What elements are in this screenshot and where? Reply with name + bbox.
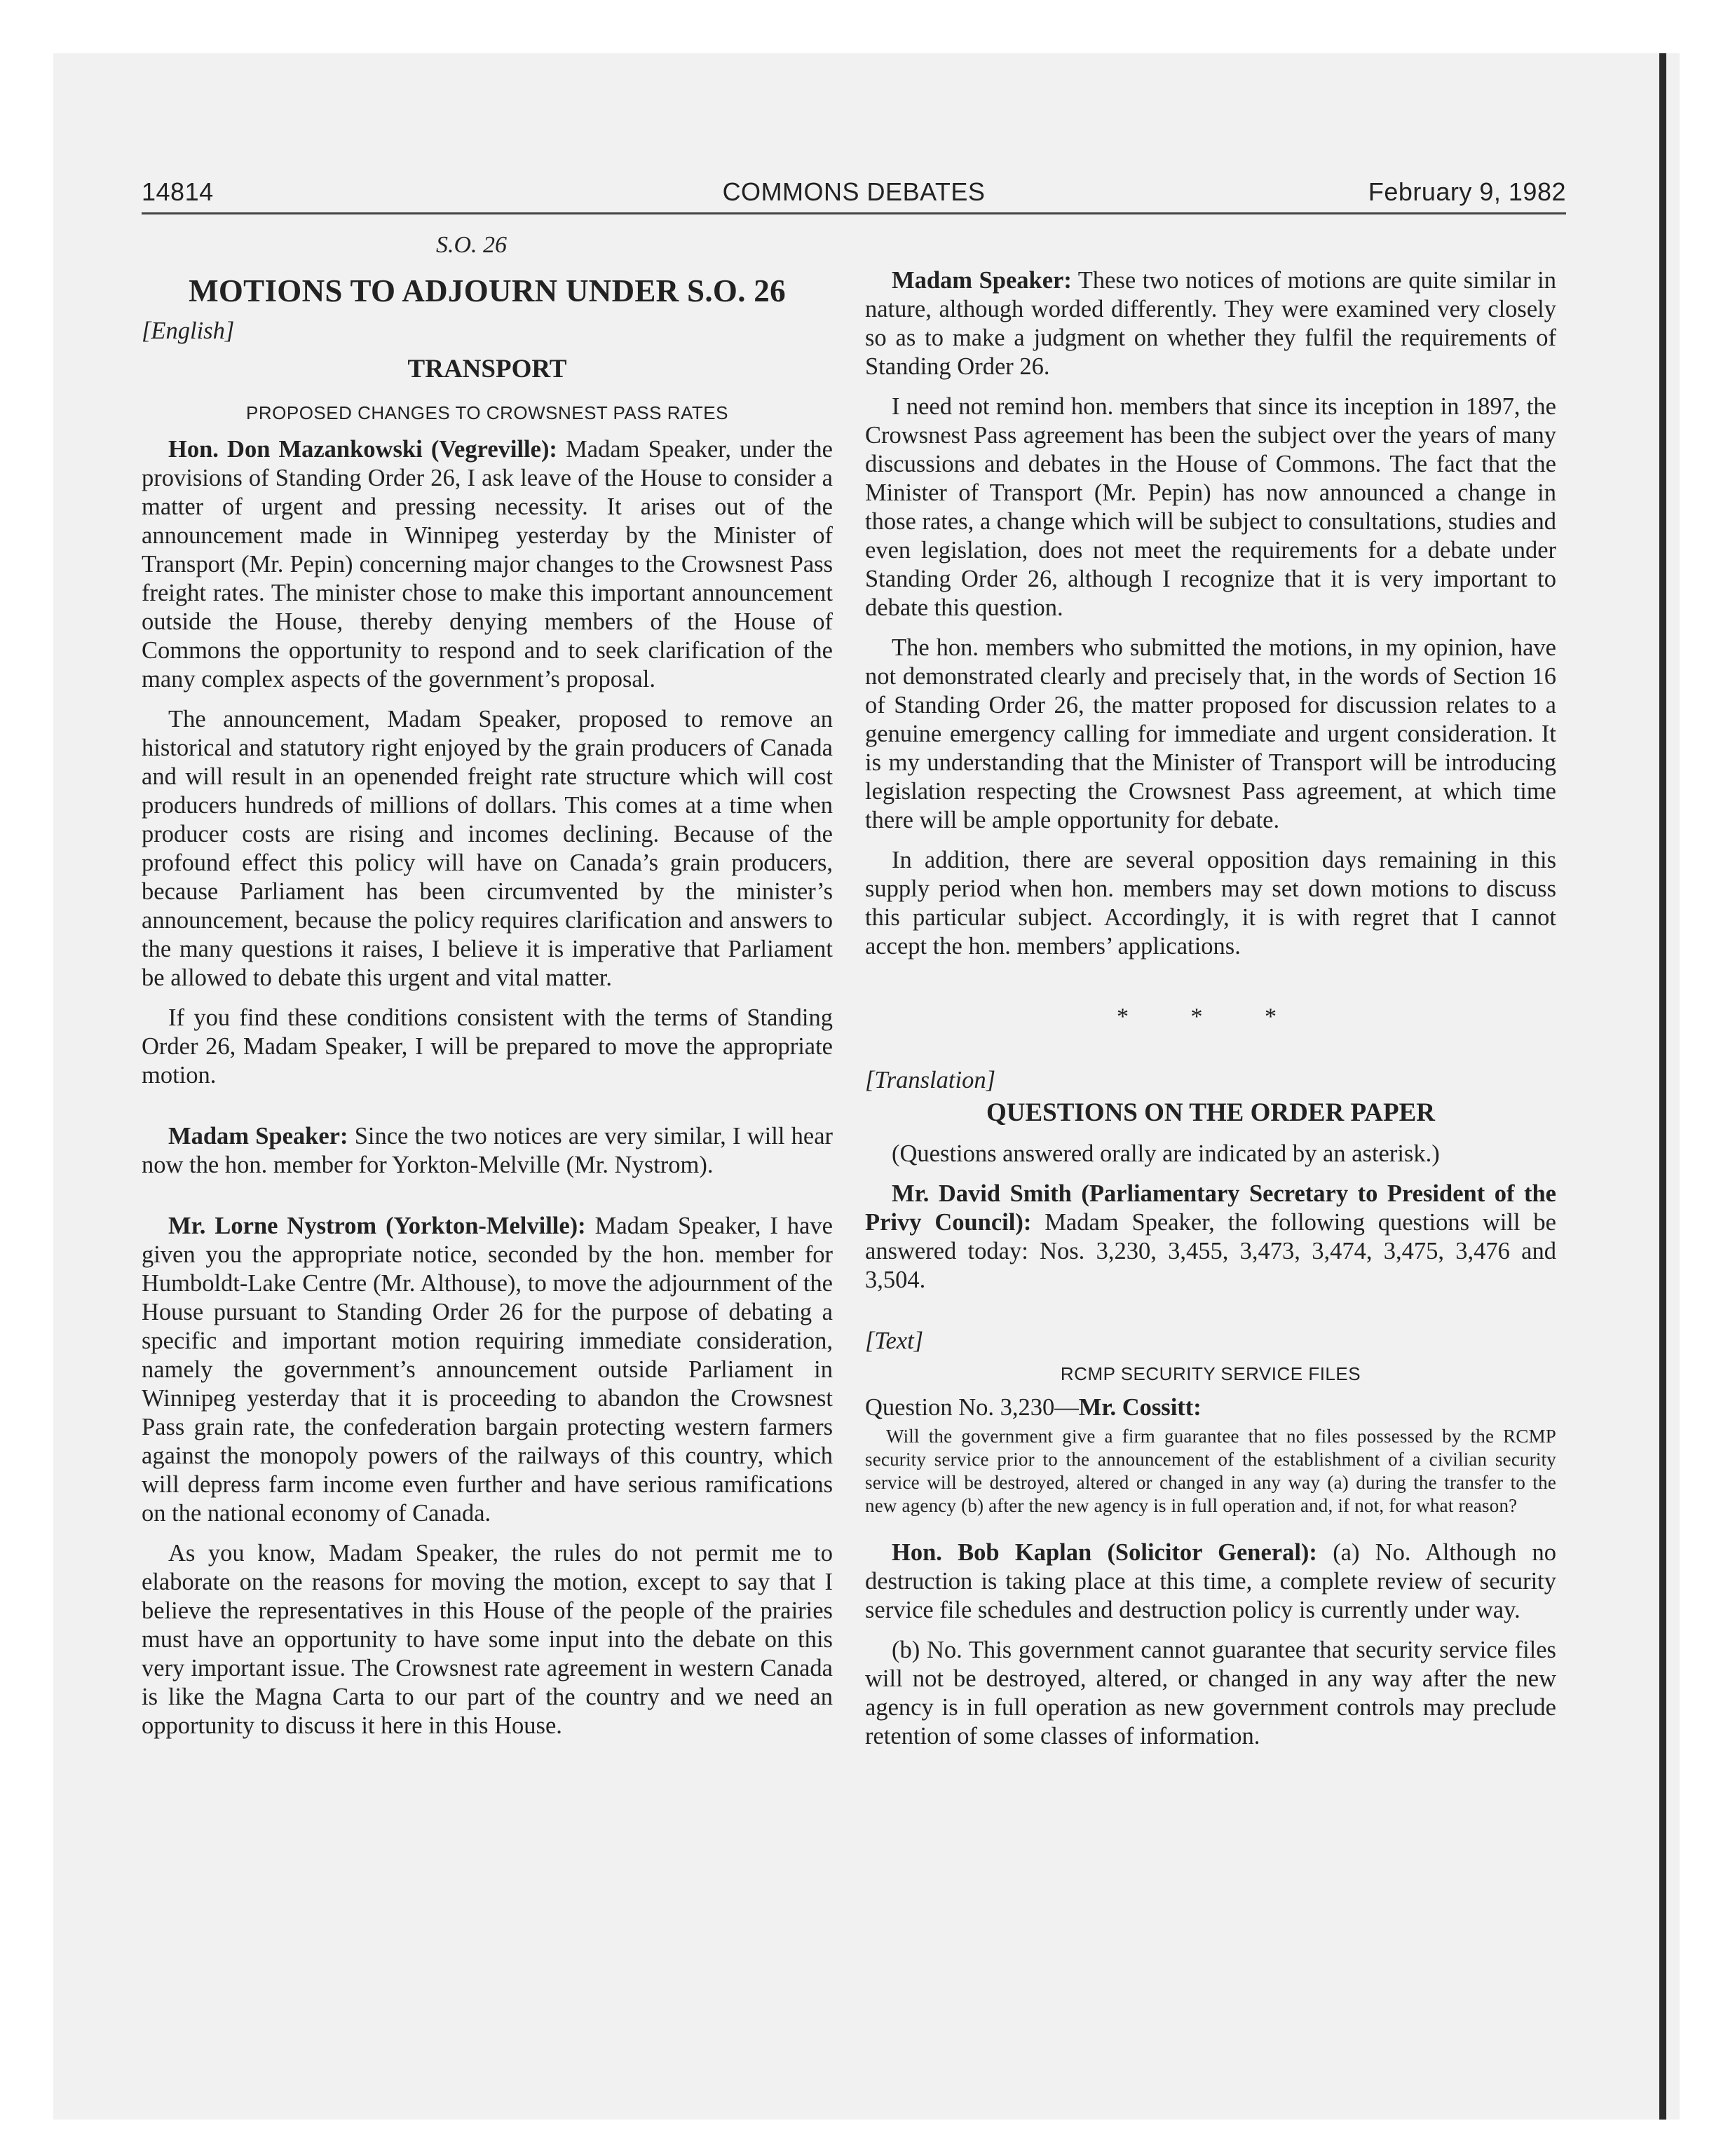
paragraph: If you find these conditions consistent with the terms of Standing Order 26, Madam Speaker, I will be prepared to move the appropriate motion. bbox=[142, 1004, 833, 1089]
question-body: Will the government give a firm guarantee that no files possessed by the RCMP security service prior to the announcement of the establishment of a civilian security service will be destroyed, altered or changed in any way (a) during the transfer to the new agency (b) after the new agency is in full operation and, if not, for what reason? bbox=[865, 1426, 1556, 1516]
page-header bbox=[142, 177, 1566, 214]
speech-text: Madam Speaker, the following questions will be answered today: Nos. 3,230, 3,455, 3,473, 3,474, 3,475, 3,476 and 3,504. bbox=[865, 1209, 1556, 1293]
left-column bbox=[142, 231, 833, 1740]
paragraph: In addition, there are several opposition days remaining in this supply period when hon. members may set down motions to discuss this particular subject. Accordingly, it is with regret that I cannot accept the hon. members’ applications. bbox=[865, 847, 1556, 960]
language-marker-text: [Text] bbox=[865, 1328, 924, 1354]
publication-title: COMMONS DEBATES bbox=[722, 177, 986, 206]
language-marker-translation: [Translation] bbox=[865, 1067, 995, 1093]
question-member: Mr. Cossitt: bbox=[1078, 1394, 1202, 1421]
speaker-name: Madam Speaker: bbox=[892, 267, 1072, 294]
speech-text: Madam Speaker, I have given you the appropriate notice, seconded by the hon. member for Humboldt-Lake Centre (Mr. Althouse), to move the adjournment of the House pursuant to Standing Order 26 for the purpose of debating a specific and important motion requiring immediate consideration, namely the government’s announcement outside Parliament in Winnipeg yesterday that it is proceeding to abandon the Crowsnest Pass grain rate, the confederation bargain protecting western farmers against the monopoly powers of the railways of this country, which will depress farm income even further and have serious ramifications on the national economy of Canada. bbox=[142, 1213, 833, 1527]
questions-heading: QUESTIONS ON THE ORDER PAPER bbox=[986, 1098, 1436, 1127]
speech-text: Since the two notices are very similar, I will hear now the hon. member for Yorkton-Melville (Mr. Nystrom). bbox=[142, 1123, 833, 1178]
topic-subheading: PROPOSED CHANGES TO CROWSNEST PASS RATES bbox=[246, 402, 728, 423]
question-number: Question No. 3,230— bbox=[865, 1394, 1079, 1421]
page-number: 14814 bbox=[142, 177, 214, 206]
right-column bbox=[865, 266, 1556, 1751]
question-label bbox=[865, 1393, 1556, 1422]
section-heading: MOTIONS TO ADJOURN UNDER S.O. 26 bbox=[189, 273, 786, 308]
questions-note: (Questions answered orally are indicated by an asterisk.) bbox=[892, 1140, 1440, 1167]
paragraph-nystrom bbox=[142, 1212, 833, 1528]
paragraph: I need not remind hon. members that since its inception in 1897, the Crowsnest Pass agreement has been the subject over the years of many discussions and debates in the House of Commons. The fact that the Minister of Transport (Mr. Pepin) has now announced a change in those rates, a change which will be subject to consultations, studies and even legislation, does not meet the requirements for a debate under Standing Order 26, although I recognize that it is very important to debate this question. bbox=[865, 393, 1556, 621]
speaker-name: Madam Speaker: bbox=[168, 1123, 348, 1149]
transport-heading: TRANSPORT bbox=[407, 355, 567, 383]
paragraph: As you know, Madam Speaker, the rules do not permit me to elaborate on the reasons for moving the motion, except to say that I believe the representatives in this House of the people of the prairies must have an opportunity to have some input into the debate on this very important issue. The Crowsnest rate agreement in western Canada is like the Magna Carta to our part of the country and we need an opportunity to discuss it here in this House. bbox=[142, 1540, 833, 1739]
speech-text: Madam Speaker, under the provisions of Standing Order 26, I ask leave of the House to consider a matter of urgent and pressing necessity. It arises out of the announcement made in Winnipeg yesterday by the Minister of Transport (Mr. Pepin) concerning major changes to the Crowsnest Pass freight rates. The minister chose to make this important announcement outside the House, thereby denying members of the House of Commons the opportunity to respond and to seek clarification of the many complex aspects of the government’s proposal. bbox=[142, 436, 833, 692]
language-marker-english: [English] bbox=[142, 318, 235, 344]
paragraph: The announcement, Madam Speaker, proposed to remove an historical and statutory right enjoyed by the grain producers of Canada and will result in an openended freight rate structure which will cost producers hundreds of millions of dollars. This comes at a time when producer costs are rising and incomes declining. Because of the profound effect this policy will have on Canada’s grain producers, because Parliament has been circumvented by the minister’s announcement, because the policy requires clarification and answers to the many questions it raises, I believe it is imperative that Parliament be allowed to debate this urgent and vital matter. bbox=[142, 706, 833, 991]
paragraph-kaplan bbox=[865, 1538, 1556, 1625]
speaker-name: Mr. Lorne Nystrom (Yorkton-Melville): bbox=[168, 1213, 586, 1239]
speech-text: (a) No. Although no destruction is taking place at this time, a complete review of security service file schedules and destruction policy is currently under way. bbox=[865, 1539, 1557, 1623]
standing-order-label: S.O. 26 bbox=[436, 232, 508, 258]
page-edge-shadow bbox=[1659, 53, 1666, 2120]
paragraph-smith bbox=[865, 1180, 1556, 1295]
paragraph-speaker-ruling bbox=[865, 266, 1556, 381]
publication-date: February 9, 1982 bbox=[1368, 177, 1566, 206]
paragraph: The hon. members who submitted the motions, in my opinion, have not demonstrated clearly and precisely that, in the words of Section 16 of Standing Order 26, the matter proposed for discussion relates to a genuine emergency calling for immediate and urgent consideration. It is my understanding that the Minister of Transport will be introducing legislation respecting the Crowsnest Pass agreement, at which time there will be ample opportunity for debate. bbox=[865, 634, 1556, 833]
rcmp-heading: RCMP SECURITY SERVICE FILES bbox=[1060, 1363, 1361, 1384]
speaker-name: Hon. Bob Kaplan (Solicitor General): bbox=[892, 1539, 1317, 1566]
paragraph: (b) No. This government cannot guarantee that security service files will not be destroyed, altered, or changed in any way after the new agency is in full operation as new government controls may preclude retention of some classes of information. bbox=[865, 1637, 1556, 1749]
speaker-name: Mr. David Smith (Parliamentary Secretary to President of the Privy Council): bbox=[865, 1180, 1556, 1236]
paragraph-speaker bbox=[142, 1122, 833, 1180]
paragraph-mazankowski bbox=[142, 435, 833, 694]
speech-text: These two notices of motions are quite similar in nature, although worded differently. They were examined very closely so as to make a judgment on whether they fulfil the requirements of Standing Order 26. bbox=[865, 267, 1556, 380]
section-separator: * * * bbox=[1117, 1004, 1305, 1030]
speaker-name: Hon. Don Mazankowski (Vegreville): bbox=[168, 436, 557, 463]
